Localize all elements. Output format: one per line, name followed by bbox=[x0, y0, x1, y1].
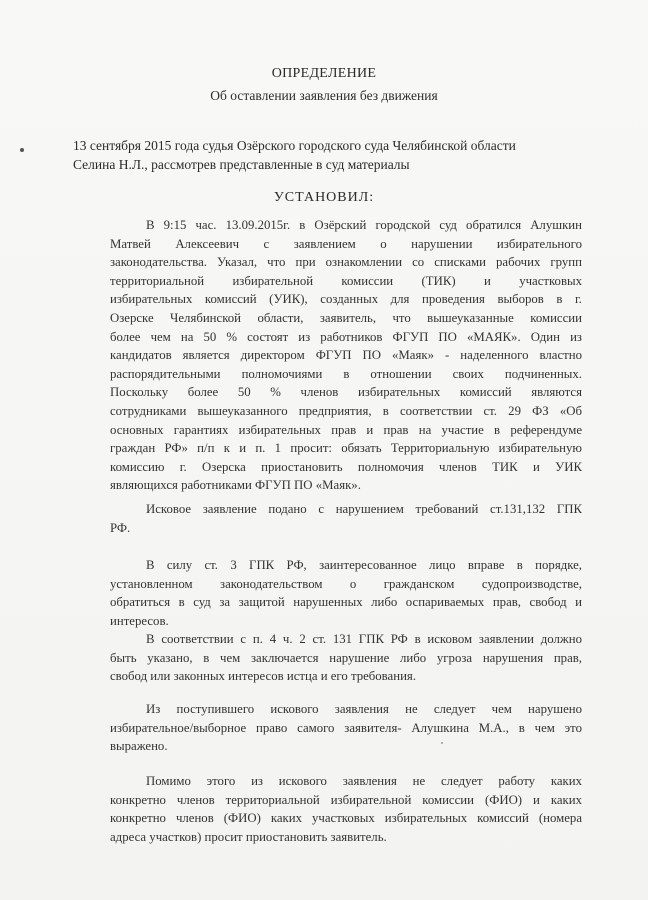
text-line: Исковое заявление подано с нарушением требований ст.131,132 ГПК bbox=[146, 502, 582, 516]
text-line: более чем на 50 % состоят из работников ФГУП ПО «МАЯК». Один из bbox=[110, 329, 582, 344]
text-line: обратиться в суд за защитой нарушенных либо оспариваемых прав, свобод и bbox=[110, 595, 582, 610]
paragraph-no-violation bbox=[110, 700, 582, 756]
paragraph-violation bbox=[110, 500, 582, 537]
text-line: распорядительными полномочиями в отношении своих подчиненных. bbox=[110, 366, 582, 381]
document-subtitle: Об оставлении заявления без движения bbox=[210, 88, 438, 103]
text-line: адреса участков) просит приостановить заявитель. bbox=[110, 829, 387, 844]
text-line: территориальной избирательной комиссии (ТИК) и участковых bbox=[110, 273, 582, 288]
scan-mark bbox=[20, 148, 24, 152]
text-line: интересов. bbox=[110, 613, 169, 628]
paragraph-claim bbox=[110, 216, 582, 495]
text-line: выражено. bbox=[110, 739, 168, 754]
text-line: быть указано, в чем заключается нарушение либо угроза нарушения прав, bbox=[110, 650, 582, 665]
text-line: Из поступившего искового заявления не следует чем нарушено bbox=[146, 702, 582, 716]
text-line: Помимо этого из искового заявления не следует работу каких bbox=[146, 774, 582, 788]
text-line: кандидатов является директором ФГУП ПО «Маяк» - наделенного властно bbox=[110, 348, 582, 363]
text-line: основных гарантиях избирательных прав и прав на участие в референдуме bbox=[110, 422, 582, 437]
paragraph-members bbox=[110, 772, 582, 846]
text-line: избирательных комиссий (УИК), созданных для проведения выборов в г. bbox=[110, 292, 582, 307]
text-line: установленном законодательством о гражданском судопроизводстве, bbox=[110, 576, 582, 591]
text-line: комиссию г. Озерска приостановить полномочия членов ТИК и УИК bbox=[110, 459, 582, 474]
text-line: сотрудниками вышеуказанного предприятия, в соответствии ст. 29 ФЗ «Об bbox=[110, 403, 582, 418]
text-line: Матвей Алексеевич с заявлением о нарушении избирательного bbox=[110, 236, 582, 251]
established-heading: УСТАНОВИЛ: bbox=[273, 190, 375, 205]
document-title: ОПРЕДЕЛЕНИЕ bbox=[271, 66, 377, 81]
text-line: являющихся работниками ФГУП ПО «Маяк». bbox=[110, 478, 361, 493]
text-line: граждан РФ» п/п к и п. 1 просит: обязать Территориальную избирательную bbox=[110, 441, 582, 456]
text-line: В соответствии с п. 4 ч. 2 ст. 131 ГПК РФ в исковом заявлении должно bbox=[146, 632, 582, 646]
paragraph-gpk-art3 bbox=[110, 556, 582, 630]
text-line: избирательное/выборное право самого заявителя- Алушкина М.А., в чем это bbox=[110, 720, 582, 735]
paragraph-gpk-art131 bbox=[110, 630, 582, 686]
text-line: В силу ст. 3 ГПК РФ, заинтересованное лицо вправе в порядке, bbox=[146, 558, 582, 572]
text-line: В 9:15 час. 13.09.2015г. в Озёрский городской суд обратился Алушкин bbox=[146, 218, 582, 232]
text-line: конкретно членов территориальной избирательной комиссии (ФИО) и каких bbox=[110, 792, 582, 807]
text-line: Поскольку более 50 % членов избирательных комиссий являются bbox=[110, 385, 582, 400]
text-line: конкретно членов (ФИО) каких участковых избирательных комиссий (номера bbox=[110, 811, 582, 826]
intro-line: 13 сентября 2015 года судья Озёрского городского суда Челябинской области bbox=[73, 138, 516, 153]
text-line: Озерске Челябинской области, заявитель, что вышеуказанные комиссии bbox=[110, 310, 582, 325]
intro-line: Селина Н.Л., рассмотрев представленные в суд материалы bbox=[73, 157, 410, 172]
intro-text bbox=[73, 136, 581, 174]
text-line: РФ. bbox=[110, 520, 131, 535]
text-line: законодательства. Указал, что при ознакомлении со списками рабочих групп bbox=[110, 255, 582, 270]
text-line: свобод или законных интересов истца и его требования. bbox=[110, 669, 417, 684]
